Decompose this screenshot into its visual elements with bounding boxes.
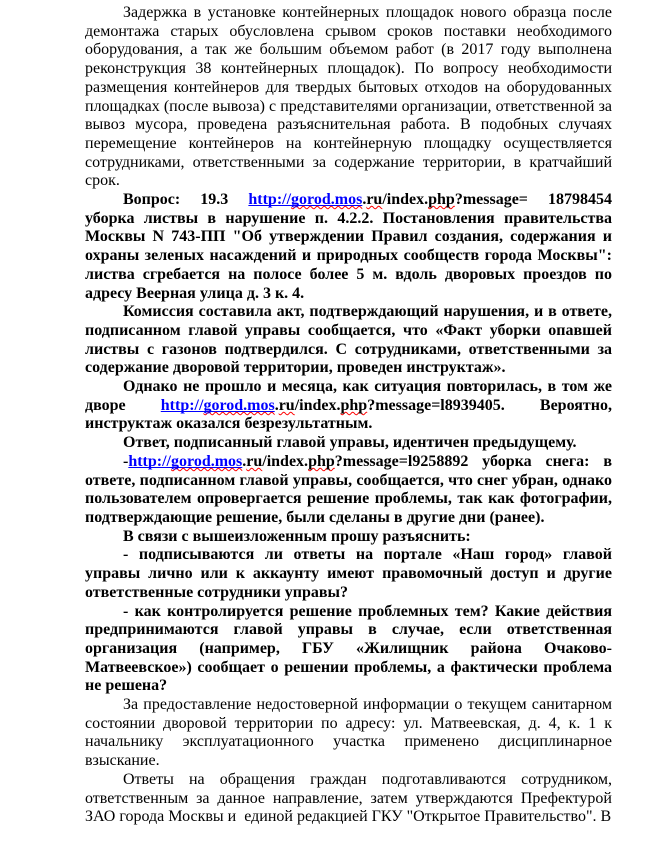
text-run: Ответы на обращения граждан подготавливаются сотрудником, ответственным за данное направление, затем утверждаются Префектурой ЗАО города Москвы и единой редакцией ГКУ "Открытое Правительство". В: [85, 770, 612, 826]
paragraph: [85, 434, 612, 453]
text-run: Комиссия составила акт, подтверждающий нарушения, и в ответе, подписанном главой управы сообщается, что «Факт уборки опавшей листвы с газонов подтвердился. С сотрудниками, ответственными за содержание дворовой территории, проведен инструктаж».: [85, 303, 612, 377]
text-run: .: [362, 191, 367, 209]
misspelled-word: ru: [278, 396, 295, 414]
misspelled-word: ru: [366, 191, 383, 209]
text-run: - как контролируется решение проблемных тем? Какие действия предпринимаются главой управы в случае, если ответственная организация (например, ГБУ «Жилищник района Очаково-Матвеевское») сообщает о решении проблемы, а фактически проблема не решена?: [85, 602, 612, 695]
text-run: .: [242, 452, 247, 470]
text-run: ?message=l8939405. Вероятно, инструктаж оказался безрезультатным.: [85, 396, 612, 433]
misspelled-word: php: [308, 452, 335, 470]
text-run: Вопрос: 19.3: [123, 191, 249, 209]
paragraph: [85, 453, 612, 528]
paragraph: [85, 378, 612, 434]
text-run: /index.: [262, 452, 309, 470]
misspelled-word: gorod.mos: [291, 191, 363, 209]
misspelled-word: gorod.mos: [203, 396, 275, 414]
text-run: .: [274, 396, 279, 414]
gorod-mos-link[interactable]: [171, 453, 242, 470]
text-run: /index.: [294, 396, 341, 414]
paragraph: [85, 4, 612, 191]
text-run: ?message= 18798454 уборка листвы в нарушение п. 4.2.2. Постановления правительства Москвы N 743-ПП "Об утверждении Правил создания, содержания и охраны зеленых насаждений и природных сообществ города Москвы": листва сгребается на полосе более 5 м. вдоль дворовых проездов по адресу Веерная улица д. 3 к. 4.: [85, 191, 612, 302]
gorod-mos-link[interactable]: http://: [248, 191, 292, 209]
paragraph: [85, 771, 612, 827]
paragraph: [85, 546, 612, 602]
misspelled-word: php: [340, 396, 368, 414]
misspelled-word: ru: [246, 452, 263, 470]
gorod-mos-link[interactable]: [291, 191, 362, 208]
paragraph: [85, 603, 612, 697]
gorod-mos-link[interactable]: http://: [160, 396, 204, 414]
gorod-mos-link[interactable]: http://: [128, 452, 171, 470]
text-run: За предоставление недостоверной информации о текущем санитарном состоянии дворовой территории по адресу: ул. Матвеевская, д. 4, к. 1 к начальнику эксплуатационного участка применено дисциплинарное взыскание.: [85, 696, 612, 770]
text-run: ?message=l9258892 уборка снега: в ответе, подписанном главой управы, сообщается, что снег убран, однако пользователем опровергается решение проблемы, так как фотографии, подтверждающие решение, были сделаны в другие дни (ранее).: [85, 452, 612, 526]
misspelled-word: gorod.mos: [171, 452, 243, 470]
text-run: В связи с вышеизложенным прошу разъяснить:: [123, 527, 471, 545]
paragraph: [85, 303, 612, 378]
text-run: /index.: [382, 191, 429, 209]
paragraph: [85, 528, 612, 547]
text-run: Задержка в установке контейнерных площадок нового образца после демонтажа старых обусловлена срывом сроков поставки необходимого оборудования, а так же большим объемом работ (в 2017 году выполнена реконструкция 38 контейнерных площадок). По вопросу необходимости размещения контейнеров для твердых бытовых отходов на оборудованных площадках (после вывоза) с представителями организации, ответственной за вывоз мусора, проведена разъяснительная работа. В подобных случаях перемещение контейнеров на контейнерную площадку осуществляется сотрудниками, ответственными за содержание территории, в кратчайший срок.: [85, 4, 612, 190]
text-run: Однако не прошло и месяца, как ситуация повторилась, в том же дворе: [85, 378, 612, 414]
document-text: [85, 4, 612, 827]
text-run: - подписываются ли ответы на портале «Наш город» главой управы лично или к аккаунту имеют правомочный доступ и другие ответственные сотрудники управы?: [85, 546, 612, 601]
paragraph: [85, 191, 612, 303]
misspelled-word: php: [428, 191, 455, 209]
paragraph: [85, 696, 612, 771]
text-run: -: [123, 452, 129, 470]
text-run: Ответ, подписанный главой управы, идентичен предыдущему.: [123, 434, 577, 452]
gorod-mos-link[interactable]: [203, 397, 274, 414]
